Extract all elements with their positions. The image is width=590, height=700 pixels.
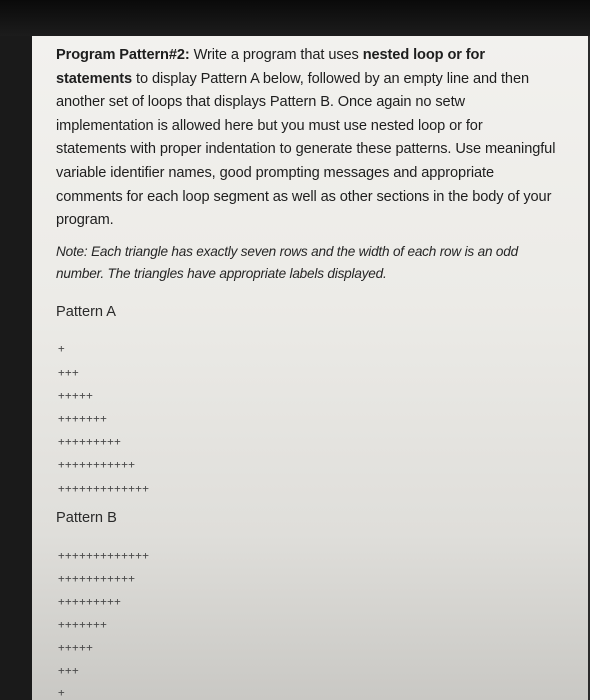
pattern-b-row: +++++++++++ <box>58 572 136 585</box>
assignment-text <box>56 44 556 699</box>
pattern-b-row: +++++ <box>58 641 94 654</box>
problem-bold-phrase: nested loop or for statements <box>56 47 485 87</box>
dark-background-top <box>0 0 590 36</box>
problem-text-2: to display Pattern A below, followed by an empty line and then another set of loops that displays Pattern B. Once again no setw implementation is allowed here but you must use nested loop or for statements with proper indentation to generate these patterns. Use meaningful variable identifier names, good prompting messages and appropriate comments for each loop segment as well as other sections in the body of your program. <box>56 70 556 229</box>
pattern-a-row: +++++++++ <box>58 435 122 448</box>
pattern-a-row: + <box>58 342 66 355</box>
pattern-a-row: +++++++++++++ <box>58 482 150 495</box>
note-text: Note: Each triangle has exactly seven rows and the width of each row is an odd number. The triangles have appropriate labels displayed. <box>56 243 518 281</box>
pattern-b-row: + <box>58 686 66 699</box>
problem-heading: Program Pattern#2: <box>56 47 190 63</box>
pattern-b-row: +++++++++ <box>58 595 122 608</box>
pattern-a-label: Pattern A <box>56 304 117 320</box>
problem-text-1: Write a program that uses <box>189 47 363 63</box>
pattern-a-row: +++ <box>58 366 80 379</box>
pattern-b-row: +++++++ <box>58 618 108 631</box>
pattern-b-label: Pattern B <box>56 510 117 526</box>
pattern-b-row: +++ <box>58 664 80 677</box>
pattern-a-row: +++++++ <box>58 412 108 425</box>
pattern-a-row: +++++ <box>58 389 94 402</box>
pattern-b-row: +++++++++++++ <box>58 549 150 562</box>
pattern-a-row: +++++++++++ <box>58 458 136 471</box>
problem-statement <box>56 44 556 233</box>
